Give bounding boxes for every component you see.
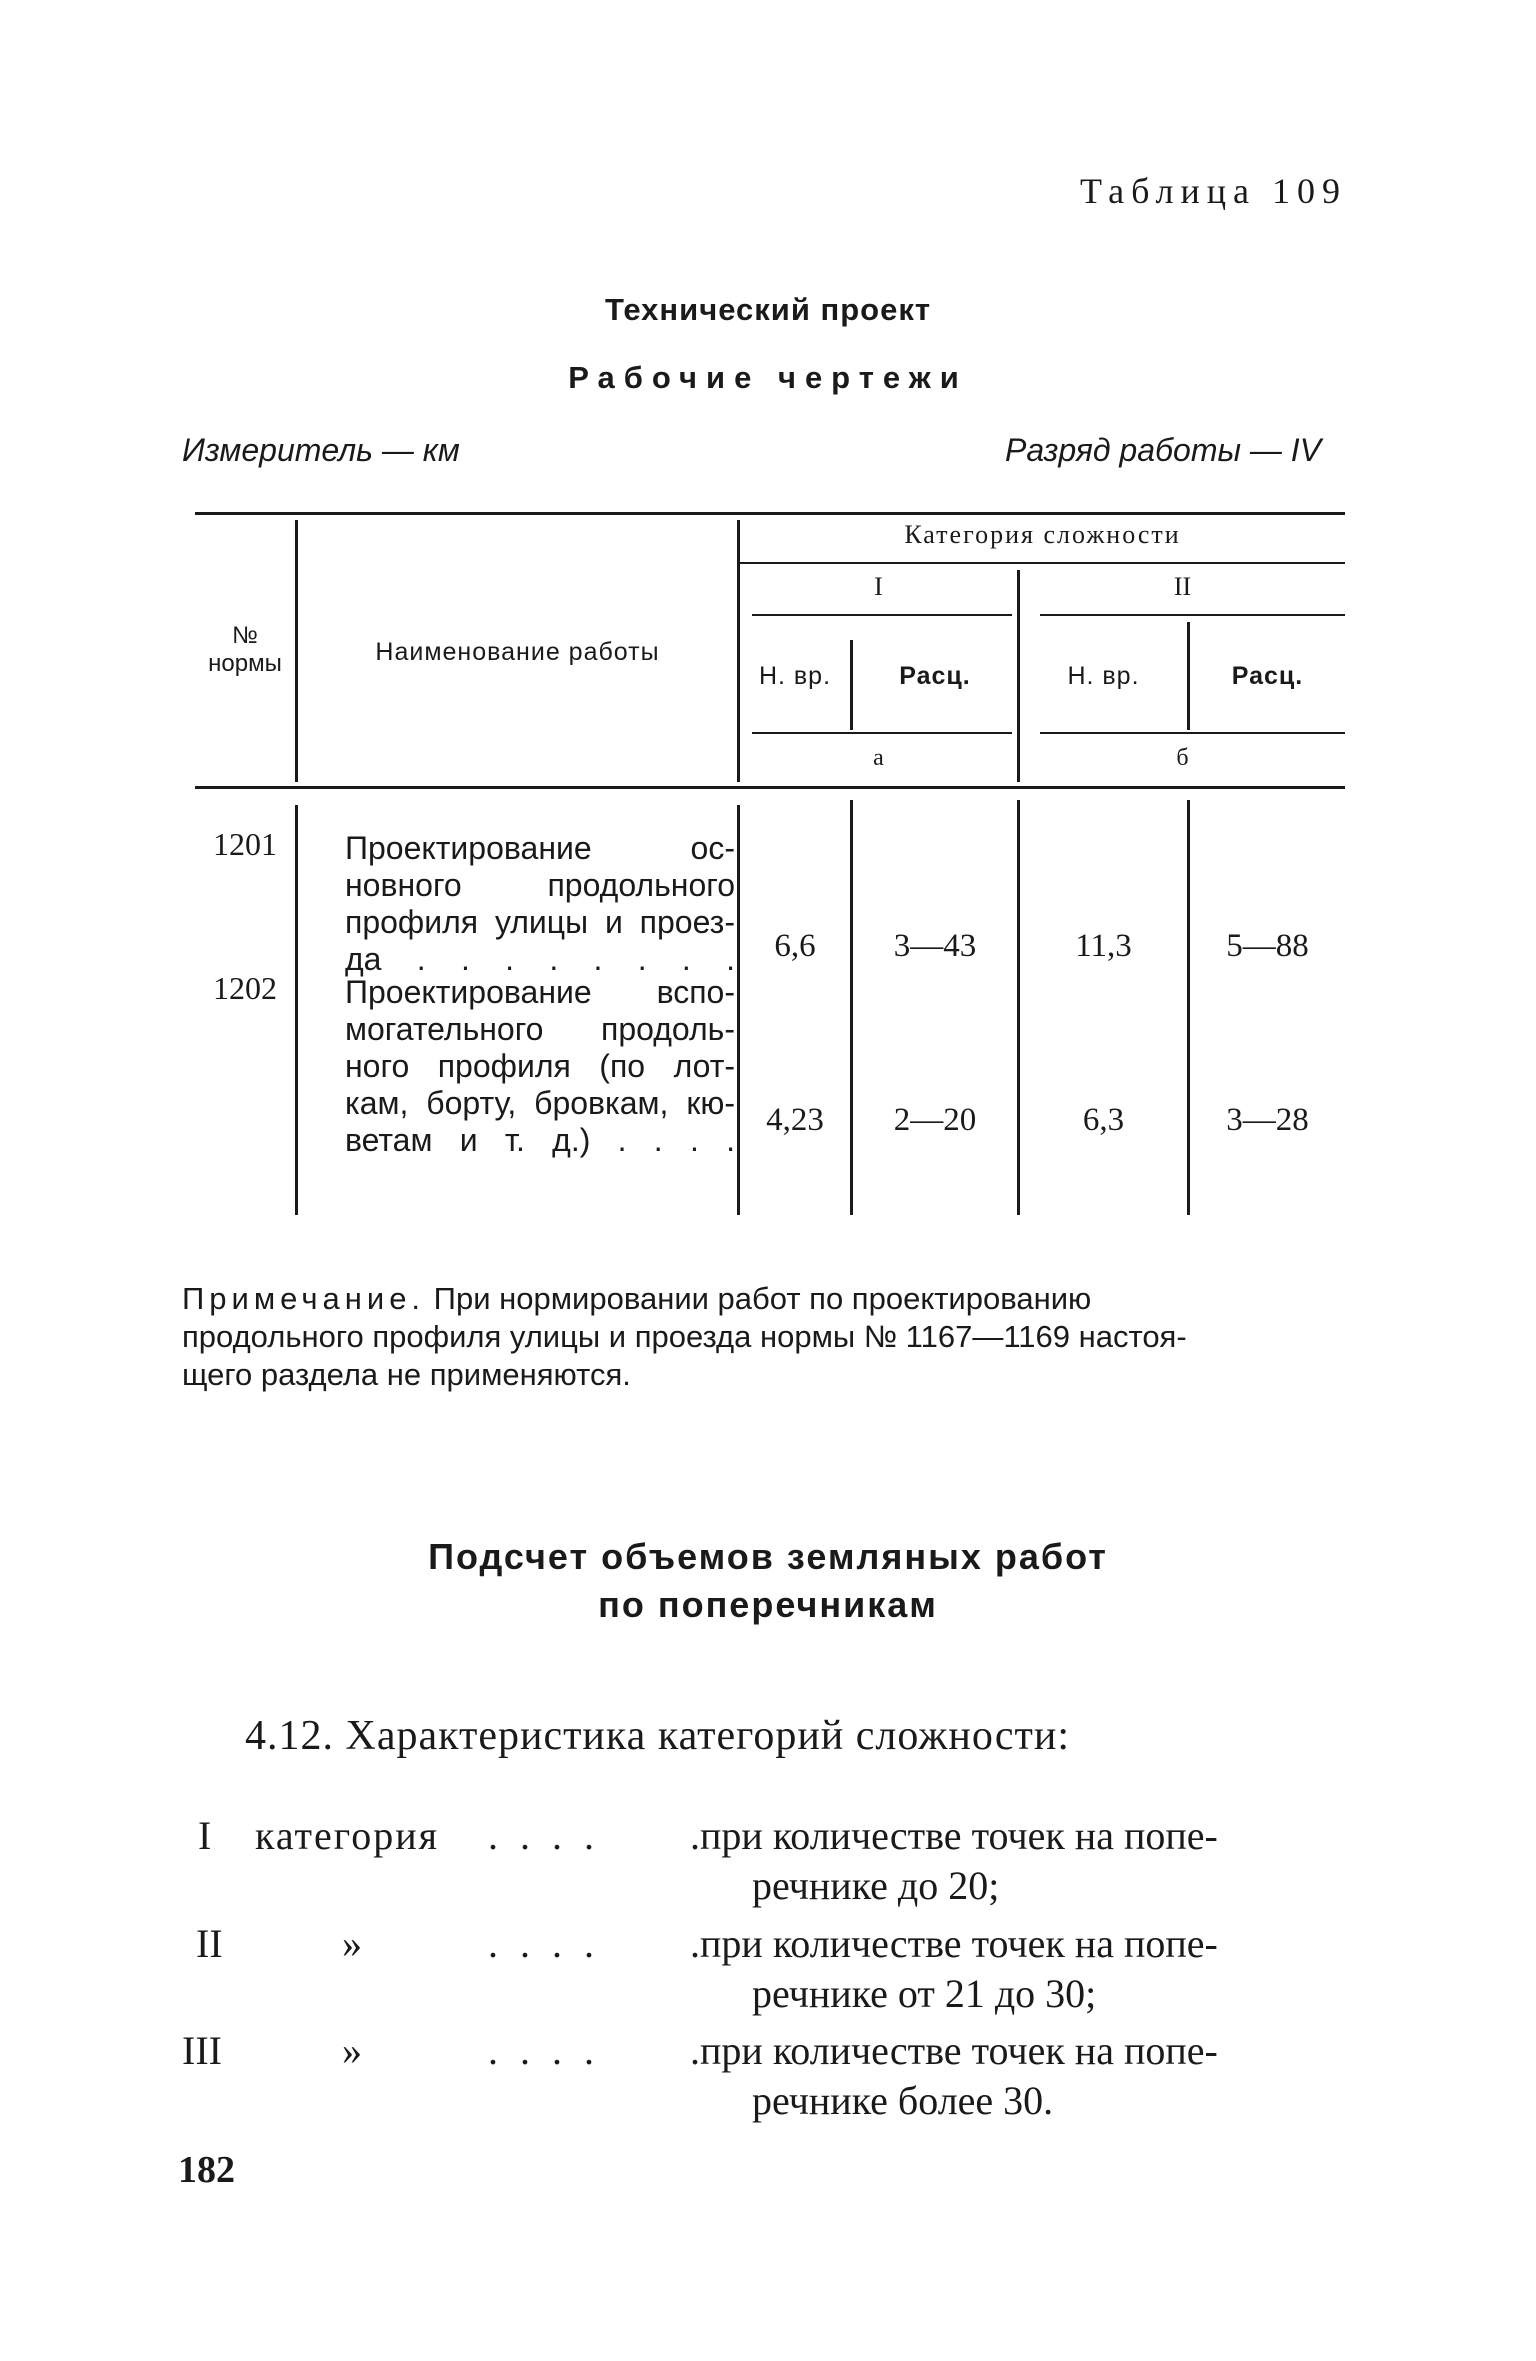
cat1-rate-value: 3—43	[893, 928, 977, 964]
table-number-label: Таблица 109	[1080, 171, 1347, 211]
section-paragraph: 4.12. Характеристика категорий сложности:	[245, 1713, 1071, 1759]
column-letter-a: а	[873, 745, 884, 771]
note-label: Примечание.	[182, 1281, 426, 1316]
category-name: категория	[255, 1813, 439, 1858]
cat2-rate-value: 3—28	[1226, 1102, 1309, 1138]
category-dots: . . . .	[488, 1813, 600, 1858]
section-title-line-2: по поперечникам	[598, 1584, 938, 1625]
document-title: Технический проект	[604, 292, 932, 327]
cat2-rate-value: 5—88	[1226, 928, 1309, 964]
work-description: Проектирование вспо- могательного продоль- ного профиля (по лот- кам, борту, бровкам, кю- ветам и т. д.) . . . .	[345, 974, 735, 1158]
category-roman: I	[198, 1813, 212, 1858]
category-description: .при количестве точек на попе-	[690, 1921, 1218, 1966]
section-title-line-1: Подсчет объемов земляных работ	[428, 1536, 1108, 1577]
category-description: .при количестве точек на попе-	[690, 1813, 1218, 1858]
category-name: »	[342, 2028, 362, 2073]
category-2-rate-header: Расц.	[1231, 662, 1304, 690]
table-note: Примечание. При нормировании работ по проектированию продольного профиля улицы и проезда нормы № 1167—1169 настоя- щего раздела не применяются.	[182, 1281, 1187, 1392]
category-description: .при количестве точек на попе-	[690, 2028, 1218, 2073]
cat2-time-value: 6,3	[1082, 1102, 1125, 1138]
cat2-time-value: 11,3	[1075, 928, 1132, 964]
category-2-header: II	[1173, 572, 1192, 601]
column-header-work: Наименование работы	[375, 638, 660, 666]
norm-number: 1202	[213, 970, 277, 1006]
category-dots: . . . .	[488, 1921, 600, 1966]
grade-label: Разряд работы — IV	[1005, 432, 1322, 468]
work-description: Проектирование ос- новного продольного профиля улицы и проез- да . . . . . . . .	[345, 830, 735, 977]
column-letter-b: б	[1176, 745, 1189, 771]
column-header-norm: № нормы	[208, 622, 282, 677]
category-1-header: I	[874, 572, 883, 601]
category-1-time-header: Н. вр.	[758, 662, 832, 690]
category-1-rate-header: Расц.	[899, 662, 971, 690]
category-2-time-header: Н. вр.	[1067, 662, 1140, 690]
category-description-cont: речнике от 21 до 30;	[752, 1971, 1097, 2016]
document-subtitle: Рабочие чертежи	[568, 360, 968, 395]
category-description-cont: речнике до 20;	[752, 1863, 1000, 1908]
cat1-rate-value: 2—20	[893, 1102, 977, 1138]
category-description-cont: речнике более 30.	[752, 2078, 1054, 2123]
norm-number: 1201	[213, 826, 277, 862]
category-dots: . . . .	[488, 2028, 600, 2073]
page-number: 182	[178, 2149, 235, 2191]
cat1-time-value: 4,23	[766, 1102, 824, 1138]
cat1-time-value: 6,6	[774, 928, 816, 964]
category-name: »	[342, 1921, 362, 1966]
unit-label: Измеритель — км	[182, 432, 460, 468]
column-header-category: Категория сложности	[904, 520, 1181, 549]
category-roman: III	[182, 2028, 222, 2073]
category-roman: II	[196, 1921, 223, 1966]
